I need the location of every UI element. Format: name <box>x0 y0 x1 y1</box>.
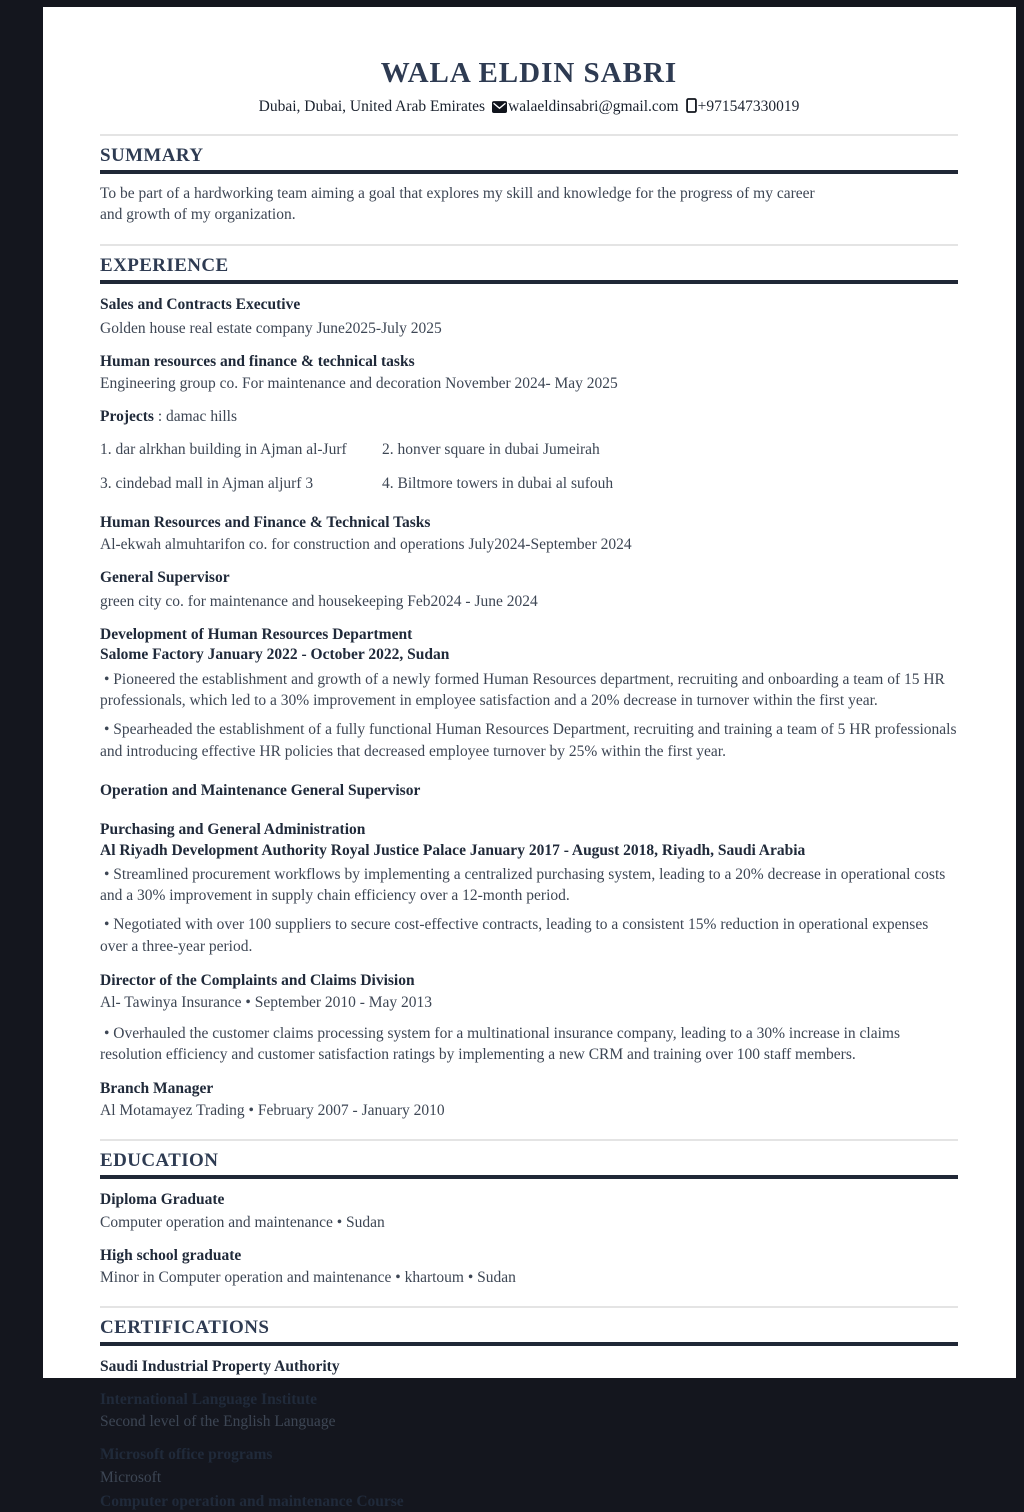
certification-entry <box>100 1492 958 1512</box>
experience-entry <box>100 352 958 394</box>
projects-value: : damac hills <box>153 408 238 426</box>
certification-entry <box>100 1445 958 1487</box>
job-bullets <box>100 864 958 958</box>
bullet-item: • Streamlined procurement workflows by implementing a centralized purchasing system, leading to a 20% decrease in operational costs and a 30% improvement in supply chain efficiency over a 12-month period. <box>100 865 946 905</box>
degree-meta: Computer operation and maintenance • Sudan <box>100 1213 385 1231</box>
projects-line <box>100 407 958 427</box>
project-item: 3. cindebad mall in Ajman aljurf 3 <box>100 474 314 492</box>
job-meta: Al Motamayez Trading • February 2007 - January 2010 <box>100 1102 445 1120</box>
job-title: Branch Manager <box>100 1080 214 1098</box>
experience-entry <box>100 295 958 339</box>
projects-row <box>100 440 958 460</box>
contact-phone: +971547330019 <box>697 98 800 115</box>
contact-location: Dubai, Dubai, United Arab Emirates <box>258 98 486 115</box>
certification-title: International Language Institute <box>100 1391 318 1409</box>
certification-title: Computer operation and maintenance Course <box>100 1492 404 1510</box>
experience-entry <box>100 568 958 612</box>
job-title: Director of the Complaints and Claims Division <box>100 971 415 989</box>
certifications-heading: CERTIFICATIONS <box>100 1317 958 1346</box>
bullet-item: • Negotiated with over 100 suppliers to secure cost-effective contracts, leading to a consistent 15% reduction in operational expenses over a three-year period. <box>100 916 929 955</box>
summary-heading: SUMMARY <box>100 145 958 174</box>
job-meta: green city co. for maintenance and housekeeping Feb2024 - June 2024 <box>100 593 538 611</box>
job-title: Operation and Maintenance General Supervisor <box>100 782 421 800</box>
job-company-dates: Al Riyadh Development Authority Royal Justice Palace January 2017 - August 2018, Riyadh, Saudi Arabia <box>100 841 806 859</box>
education-entry <box>100 1190 958 1232</box>
job-title: General Supervisor <box>100 569 230 587</box>
experience-heading: EXPERIENCE <box>100 255 958 284</box>
phone-icon <box>679 98 698 115</box>
degree-meta: Minor in Computer operation and maintenance • khartoum • Sudan <box>100 1268 516 1286</box>
experience-entry <box>100 513 958 555</box>
bullet-item: • Overhauled the customer claims processing system for a multinational insurance company, leading to a 30% increase in claims resolution efficiency and customer satisfaction ratings by implementing a new CRM and training over 100 staff members. <box>100 1024 900 1064</box>
certification-meta: Second level of the English Language <box>100 1413 336 1431</box>
job-title: Development of Human Resources Department <box>100 626 413 644</box>
education-heading: EDUCATION <box>100 1150 958 1179</box>
bullet-item: • Pioneered the establishment and growth of a newly formed Human Resources department, recruiting and onboarding a team of 15 HR professionals, which led to a 30% improvement in employee satisfaction and a 20% decrease in turnover within the first year. <box>100 670 945 710</box>
job-meta: Al- Tawinya Insurance • September 2010 - May 2013 <box>100 993 433 1011</box>
job-meta: Al-ekwah almuhtarifon co. for construction and operations July2024-September 2024 <box>100 535 632 553</box>
job-bullets <box>100 1023 958 1066</box>
degree-title: High school graduate <box>100 1246 242 1264</box>
experience-entry <box>100 781 958 801</box>
contact-email: walaeldinsabri@gmail.com <box>508 98 679 115</box>
degree-title: Diploma Graduate <box>100 1191 225 1209</box>
experience-entry <box>100 820 958 957</box>
certification-title: Saudi Industrial Property Authority <box>100 1358 340 1375</box>
section-divider <box>100 134 958 136</box>
project-item: 4. Biltmore towers in dubai al sufouh <box>382 474 614 492</box>
job-title: Sales and Contracts Executive <box>100 295 301 313</box>
job-title: Human Resources and Finance & Technical Tasks <box>100 513 431 531</box>
projects-block <box>100 407 958 493</box>
candidate-name: WALA ELDIN SABRI <box>380 57 678 89</box>
job-meta: Engineering group co. For maintenance and decoration November 2024- May 2025 <box>100 375 618 393</box>
job-company-dates: Salome Factory January 2022 - October 2022, Sudan <box>100 646 450 664</box>
job-title: Human resources and finance & technical tasks <box>100 353 415 371</box>
job-meta: Golden house real estate company June2025-July 2025 <box>100 319 442 337</box>
contact-line <box>100 98 958 116</box>
certification-title: Microsoft office programs <box>100 1446 273 1464</box>
project-item: 2. honver square in dubai Jumeirah <box>382 441 600 459</box>
experience-entry <box>100 625 958 762</box>
resume-page <box>43 7 1016 1510</box>
job-bullets <box>100 669 958 763</box>
bullet-item: • Spearheaded the establishment of a fully functional Human Resources Department, recruiting and training a team of 5 HR professionals and introducing effective HR policies that decreased employee turnover by 25% within the first year. <box>100 720 957 760</box>
certification-entry <box>100 1357 958 1377</box>
job-title: Purchasing and General Administration <box>100 821 366 839</box>
email-icon <box>485 98 508 115</box>
experience-entry <box>100 1079 958 1121</box>
certification-meta: Microsoft <box>100 1468 162 1486</box>
projects-label: Projects <box>100 408 154 426</box>
section-divider <box>100 244 958 246</box>
projects-row <box>100 474 958 494</box>
experience-entry <box>100 971 958 1067</box>
project-item: 1. dar alrkhan building in Ajman al-Jurf <box>100 441 347 459</box>
section-divider <box>100 1306 958 1308</box>
section-divider <box>100 1139 958 1141</box>
summary-text: To be part of a hardworking team aiming a goal that explores my skill and knowledge for the progress of my career and growth of my organization. <box>100 185 815 224</box>
certification-entry <box>100 1390 958 1432</box>
education-entry <box>100 1246 958 1288</box>
